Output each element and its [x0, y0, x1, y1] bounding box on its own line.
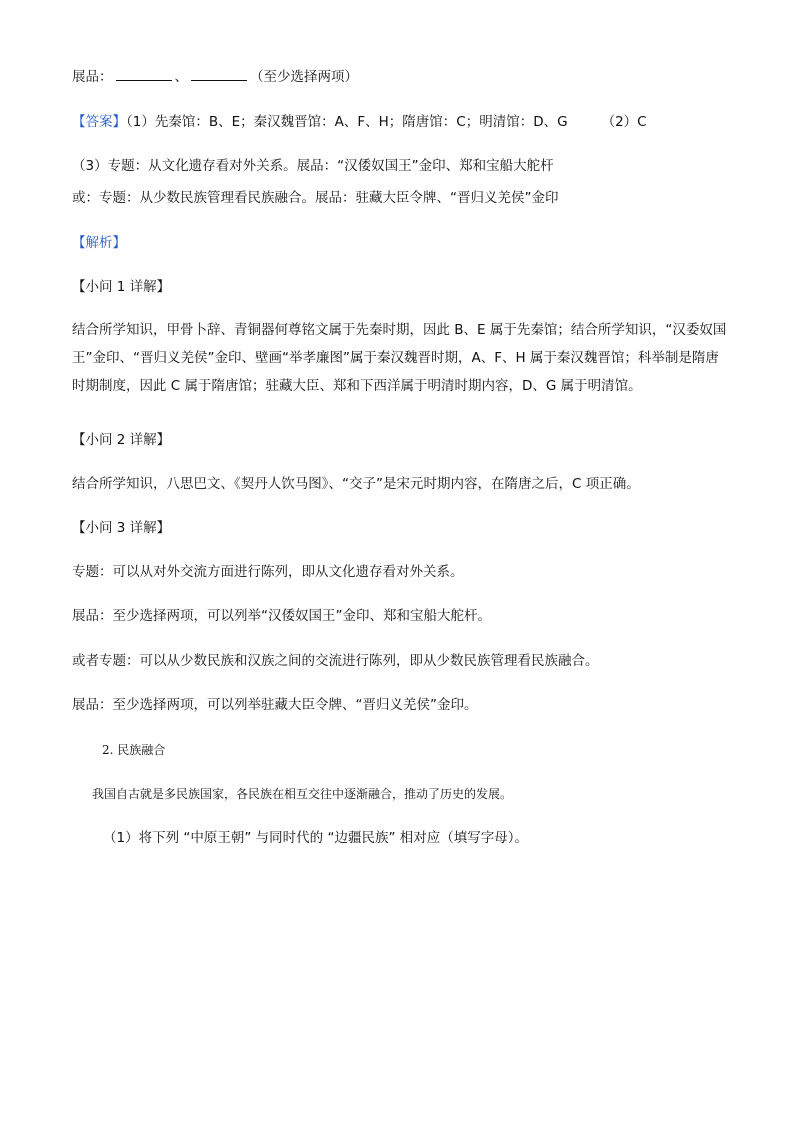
answer-blank-2[interactable]: [191, 66, 247, 81]
analysis-heading: [72, 232, 732, 254]
answer-part3b: 或：专题：从少数民族管理看民族融合。展品：驻藏大臣令牌、“晋归义羌侯”金印: [72, 190, 559, 206]
answer-blank-1[interactable]: [116, 66, 172, 81]
section2-intro: 我国自古就是多民族国家，各民族在相互交往中逐渐融合，推动了历史的发展。: [92, 787, 513, 801]
answer-line-3a: [72, 155, 732, 177]
exhibit-answer-line: [72, 66, 732, 88]
section2-title: 2. 民族融合: [102, 743, 166, 757]
q3-heading: 【小问 3 详解】: [72, 520, 171, 536]
answer-part2: （2）C: [601, 114, 647, 130]
answer-part3a: （3）专题：从文化遗存看对外关系。展品：“汉倭奴国王”金印、郑和宝船大舵杆: [72, 158, 554, 174]
analysis-tag: 【解析】: [72, 235, 126, 251]
q3-line-2: 展品：至少选择两项，可以列举“汉倭奴国王”金印、郑和宝船大舵杆。: [72, 608, 491, 624]
q2-body: 结合所学知识，八思巴文、《契丹人饮马图》、“交子”是宋元时期内容，在隋唐之后，C 项正确。: [72, 476, 640, 492]
section2-task: （1）将下列 “中原王朝” 与同时代的 “边疆民族” 相对应（填写字母）。: [103, 830, 528, 846]
q3-line-4: 展品：至少选择两项，可以列举驻藏大臣令牌、“晋归义羌侯”金印。: [72, 697, 478, 713]
answer-tag: 【答案】: [72, 114, 126, 130]
answer-line-1: [72, 111, 732, 133]
exhibit-separator: 、: [174, 69, 188, 85]
q1-body: 结合所学知识，甲骨卜辞、青铜器何尊铭文属于先秦时期，因此 B、E 属于先秦馆；结合所学知识，“汉委奴国王”金印、“晋归义羌侯”金印、壁画“举孝廉图”属于秦汉魏晋时期，A、F、H 属于秦汉魏晋馆；科举制是隋唐时期制度，因此 C 属于隋唐馆；驻藏大臣、郑和下西洋属于明清时期内容，D、G 属于明清馆。: [72, 322, 727, 394]
q3-line-3: 或者专题：可以从少数民族和汉族之间的交流进行陈列，即从少数民族管理看民族融合。: [72, 653, 599, 669]
answer-part1: （1）先秦馆：B、E；秦汉魏晋馆：A、F、H；隋唐馆：C；明清馆：D、G: [126, 114, 568, 130]
answer-line-3b: [72, 187, 732, 209]
exhibit-label: 展品：: [72, 69, 113, 85]
q2-heading: 【小问 2 详解】: [72, 432, 171, 448]
q3-line-1: 专题：可以从对外交流方面进行陈列，即从文化遗存看对外关系。: [72, 564, 464, 580]
q1-heading: 【小问 1 详解】: [72, 279, 171, 295]
exhibit-note: （至少选择两项）: [250, 69, 358, 85]
